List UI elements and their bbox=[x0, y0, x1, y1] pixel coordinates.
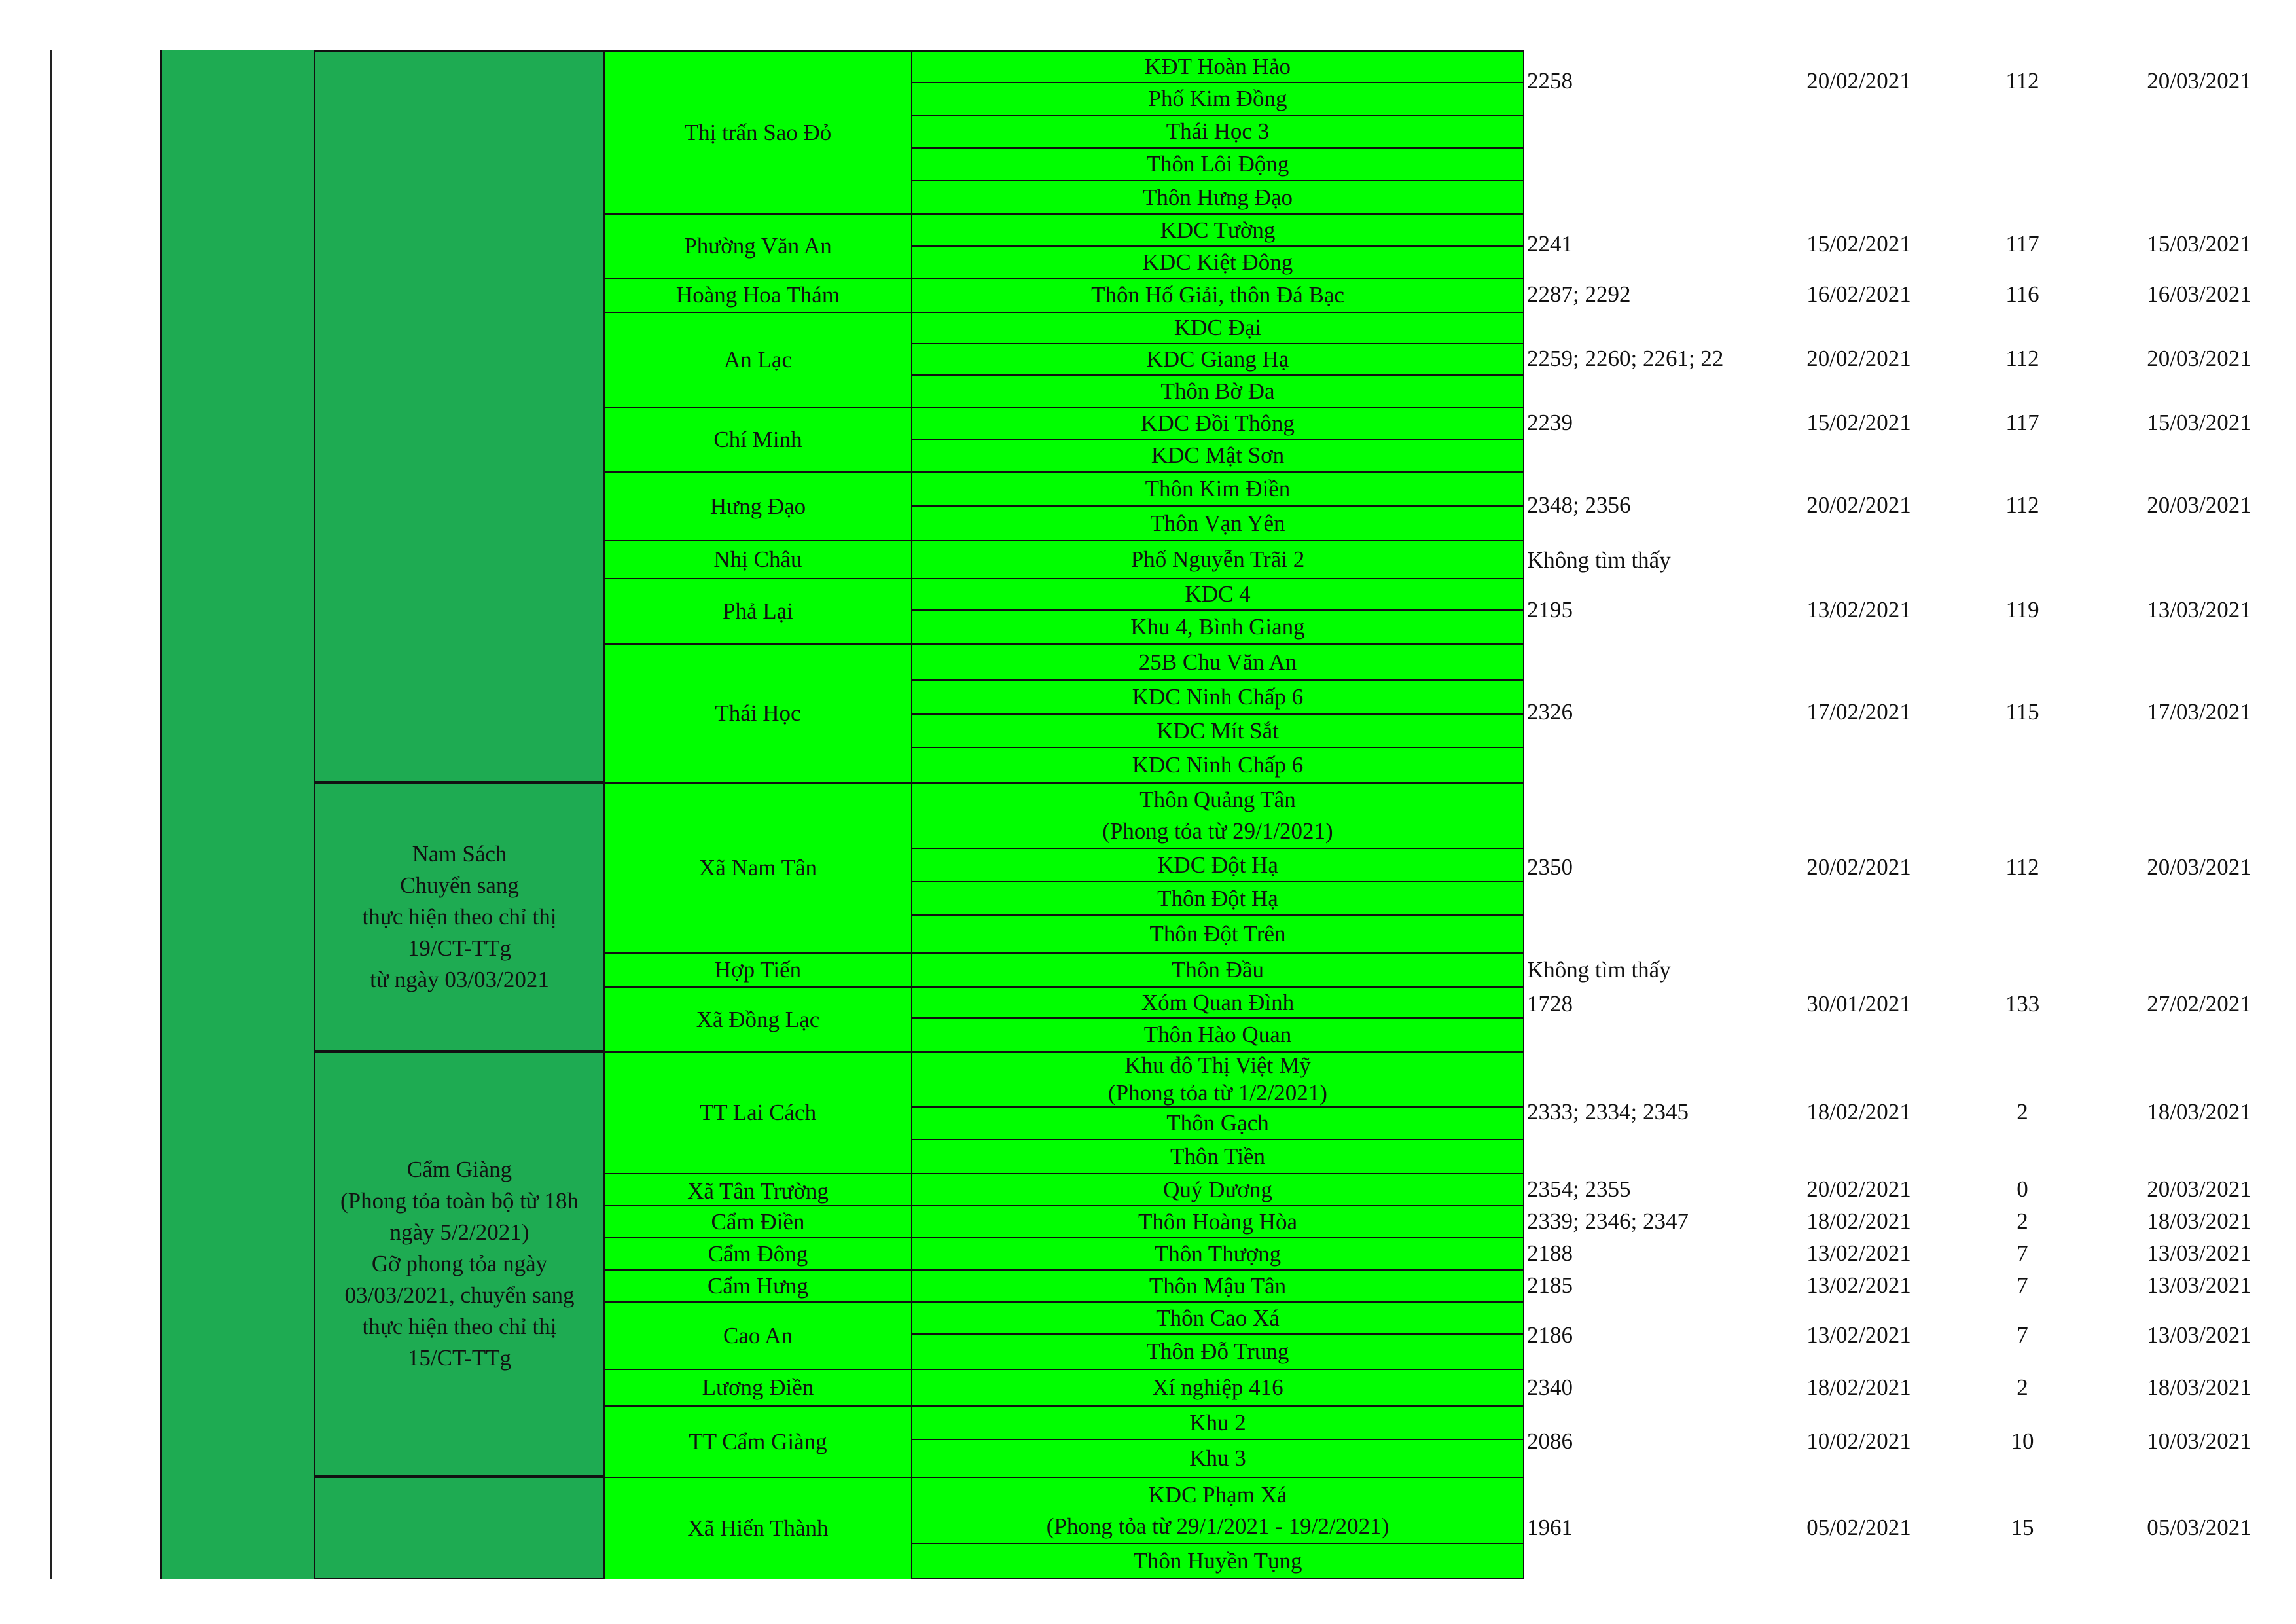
ward-cell: Phả Lại bbox=[603, 578, 911, 643]
ward-cell: Hoàng Hoa Thám bbox=[603, 278, 911, 312]
ward-cell: An Lạc bbox=[603, 312, 911, 407]
case-code: 2241 bbox=[1527, 231, 1573, 257]
ward-cell: TT Cẩm Giàng bbox=[603, 1405, 911, 1477]
date-end: 13/03/2021 bbox=[2147, 1322, 2251, 1348]
day-count: 115 bbox=[2005, 699, 2039, 725]
date-start: 13/02/2021 bbox=[1806, 597, 1911, 623]
case-code: 2348; 2356 bbox=[1527, 492, 1631, 518]
date-end: 05/03/2021 bbox=[2147, 1515, 2251, 1540]
date-end: 16/03/2021 bbox=[2147, 281, 2251, 307]
ward-cell: Hưng Đạo bbox=[603, 471, 911, 540]
day-count: 7 bbox=[2017, 1322, 2028, 1348]
date-end: 20/03/2021 bbox=[2147, 68, 2251, 94]
ward-cell: Xã Đồng Lạc bbox=[603, 986, 911, 1051]
day-count: 112 bbox=[2005, 854, 2039, 880]
village-cell: KDC Tường bbox=[911, 213, 1524, 247]
day-count: 133 bbox=[2005, 991, 2040, 1017]
village-cell: Thôn Đầu bbox=[911, 952, 1524, 988]
village-cell: KDC Ninh Chấp 6 bbox=[911, 679, 1524, 715]
village-cell: Thôn Mậu Tân bbox=[911, 1269, 1524, 1303]
day-count: 112 bbox=[2005, 346, 2039, 371]
date-end: 18/03/2021 bbox=[2147, 1375, 2251, 1400]
day-count: 10 bbox=[2011, 1428, 2034, 1454]
case-code: 1728 bbox=[1527, 991, 1573, 1017]
date-start: 20/02/2021 bbox=[1806, 854, 1911, 880]
date-start: 15/02/2021 bbox=[1806, 231, 1911, 257]
village-cell: Thôn Đột Hạ bbox=[911, 881, 1524, 916]
case-code: 2188 bbox=[1527, 1240, 1573, 1266]
village-cell: Thôn Bờ Đa bbox=[911, 374, 1524, 408]
date-start: 15/02/2021 bbox=[1806, 410, 1911, 435]
ward-cell: TT Lai Cách bbox=[603, 1051, 911, 1173]
village-cell: Khu 2 bbox=[911, 1405, 1524, 1440]
date-end: 20/03/2021 bbox=[2147, 346, 2251, 371]
case-code: 2186 bbox=[1527, 1322, 1573, 1348]
village-cell: Thái Học 3 bbox=[911, 115, 1524, 149]
ward-cell: Cẩm Điền bbox=[603, 1205, 911, 1237]
case-code: 2287; 2292 bbox=[1527, 281, 1631, 307]
date-start: 20/02/2021 bbox=[1806, 68, 1911, 94]
village-cell: Thôn Lôi Động bbox=[911, 147, 1524, 181]
district-cell-kim-thanh bbox=[314, 1477, 603, 1579]
district-cell-chi-linh bbox=[314, 50, 603, 782]
ward-cell: Lương Điền bbox=[603, 1369, 911, 1405]
ward-cell: Thái Học bbox=[603, 643, 911, 782]
case-code: 2333; 2334; 2345 bbox=[1527, 1099, 1689, 1125]
ward-cell: Chí Minh bbox=[603, 407, 911, 471]
ward-cell: Xã Hiến Thành bbox=[603, 1477, 911, 1579]
village-cell: Thôn Đột Trên bbox=[911, 914, 1524, 954]
village-cell: Khu đô Thị Việt Mỹ (Phong tỏa từ 1/2/2021) bbox=[911, 1051, 1524, 1108]
ward-cell: Xã Tân Trường bbox=[603, 1173, 911, 1205]
village-cell: KDC Mật Sơn bbox=[911, 439, 1524, 473]
case-code: Không tìm thấy bbox=[1527, 957, 1671, 983]
village-cell: Phố Nguyễn Trãi 2 bbox=[911, 540, 1524, 579]
case-code: 2195 bbox=[1527, 597, 1573, 623]
case-code: 2354; 2355 bbox=[1527, 1176, 1631, 1202]
date-start: 20/02/2021 bbox=[1806, 346, 1911, 371]
date-end: 20/03/2021 bbox=[2147, 492, 2251, 518]
village-cell: KDC Đại bbox=[911, 312, 1524, 344]
date-end: 27/02/2021 bbox=[2147, 991, 2251, 1017]
village-cell: KDC Giang Hạ bbox=[911, 343, 1524, 376]
case-code: 2086 bbox=[1527, 1428, 1573, 1454]
date-end: 13/03/2021 bbox=[2147, 597, 2251, 623]
day-count: 112 bbox=[2005, 68, 2039, 94]
date-start: 18/02/2021 bbox=[1806, 1375, 1911, 1400]
case-code: 1961 bbox=[1527, 1515, 1573, 1540]
village-cell: 25B Chu Văn An bbox=[911, 643, 1524, 681]
village-cell: KDC Đồi Thông bbox=[911, 407, 1524, 440]
date-start: 18/02/2021 bbox=[1806, 1099, 1911, 1125]
case-code: 2350 bbox=[1527, 854, 1573, 880]
date-start: 13/02/2021 bbox=[1806, 1240, 1911, 1266]
date-start: 20/02/2021 bbox=[1806, 492, 1911, 518]
village-cell: Xí nghiệp 416 bbox=[911, 1369, 1524, 1407]
village-cell: Thôn Huyền Tụng bbox=[911, 1543, 1524, 1579]
day-count: 117 bbox=[2005, 410, 2039, 435]
village-cell: Thôn Hoàng Hòa bbox=[911, 1205, 1524, 1238]
day-count: 116 bbox=[2005, 281, 2039, 307]
date-end: 13/03/2021 bbox=[2147, 1240, 2251, 1266]
day-count: 112 bbox=[2005, 492, 2039, 518]
village-cell: Thôn Tiền bbox=[911, 1139, 1524, 1174]
day-count: 15 bbox=[2011, 1515, 2034, 1540]
village-cell: Thôn Gạch bbox=[911, 1106, 1524, 1140]
day-count: 7 bbox=[2017, 1240, 2028, 1266]
ward-cell: Xã Nam Tân bbox=[603, 782, 911, 952]
ward-cell: Cẩm Hưng bbox=[603, 1269, 911, 1301]
village-cell: KDC Ninh Chấp 6 bbox=[911, 747, 1524, 784]
village-cell: Thôn Thượng bbox=[911, 1237, 1524, 1271]
ward-cell: Phường Văn An bbox=[603, 213, 911, 278]
ward-cell: Cao An bbox=[603, 1301, 911, 1369]
case-code: 2340 bbox=[1527, 1375, 1573, 1400]
day-count: 119 bbox=[2005, 597, 2039, 623]
day-count: 2 bbox=[2017, 1099, 2028, 1125]
date-end: 15/03/2021 bbox=[2147, 410, 2251, 435]
case-code: 2339; 2346; 2347 bbox=[1527, 1208, 1689, 1234]
date-start: 05/02/2021 bbox=[1806, 1515, 1911, 1540]
village-cell: Thôn Hưng Đạo bbox=[911, 180, 1524, 215]
village-cell: KĐT Hoàn Hảo bbox=[911, 50, 1524, 83]
village-cell: KDC Đột Hạ bbox=[911, 848, 1524, 882]
village-cell: KDC Phạm Xá (Phong tỏa từ 29/1/2021 - 19/2/2021) bbox=[911, 1477, 1524, 1544]
day-count: 2 bbox=[2017, 1375, 2028, 1400]
date-end: 18/03/2021 bbox=[2147, 1099, 2251, 1125]
day-count: 117 bbox=[2005, 231, 2039, 257]
date-end: 10/03/2021 bbox=[2147, 1428, 2251, 1454]
village-cell: Quý Dương bbox=[911, 1173, 1524, 1206]
date-start: 10/02/2021 bbox=[1806, 1428, 1911, 1454]
date-start: 30/01/2021 bbox=[1806, 991, 1911, 1017]
ward-cell: Hợp Tiến bbox=[603, 952, 911, 986]
date-end: 13/03/2021 bbox=[2147, 1272, 2251, 1298]
date-start: 13/02/2021 bbox=[1806, 1272, 1911, 1298]
date-end: 15/03/2021 bbox=[2147, 231, 2251, 257]
village-cell: Thôn Đỗ Trung bbox=[911, 1333, 1524, 1370]
ward-cell: Nhị Châu bbox=[603, 540, 911, 578]
village-cell: Thôn Hố Giải, thôn Đá Bạc bbox=[911, 278, 1524, 313]
district-cell-nam-sach: Nam Sách Chuyển sang thực hiện theo chỉ thị 19/CT-TTg từ ngày 03/03/2021 bbox=[314, 782, 603, 1051]
case-code: Không tìm thấy bbox=[1527, 547, 1671, 573]
case-code: 2259; 2260; 2261; 22 bbox=[1527, 346, 1724, 371]
ward-cell: Cẩm Đông bbox=[603, 1237, 911, 1269]
village-cell: KDC Kiệt Đông bbox=[911, 245, 1524, 279]
date-start: 17/02/2021 bbox=[1806, 699, 1911, 725]
village-cell: Thôn Vạn Yên bbox=[911, 505, 1524, 541]
village-cell: KDC 4 bbox=[911, 578, 1524, 611]
province-column bbox=[160, 50, 315, 1579]
village-cell: Thôn Quảng Tân (Phong tỏa từ 29/1/2021) bbox=[911, 782, 1524, 849]
village-cell: Thôn Kim Điền bbox=[911, 471, 1524, 507]
day-count: 0 bbox=[2017, 1176, 2028, 1202]
date-end: 20/03/2021 bbox=[2147, 1176, 2251, 1202]
village-cell: Khu 3 bbox=[911, 1439, 1524, 1478]
day-count: 2 bbox=[2017, 1208, 2028, 1234]
date-start: 18/02/2021 bbox=[1806, 1208, 1911, 1234]
village-cell: KDC Mít Sắt bbox=[911, 713, 1524, 748]
village-cell: Xóm Quan Đình bbox=[911, 986, 1524, 1019]
case-code: 2185 bbox=[1527, 1272, 1573, 1298]
date-start: 20/02/2021 bbox=[1806, 1176, 1911, 1202]
case-code: 2326 bbox=[1527, 699, 1573, 725]
date-end: 17/03/2021 bbox=[2147, 699, 2251, 725]
date-start: 13/02/2021 bbox=[1806, 1322, 1911, 1348]
date-end: 18/03/2021 bbox=[2147, 1208, 2251, 1234]
date-start: 16/02/2021 bbox=[1806, 281, 1911, 307]
ward-cell: Thị trấn Sao Đỏ bbox=[603, 50, 911, 213]
village-cell: Phố Kim Đồng bbox=[911, 82, 1524, 116]
day-count: 7 bbox=[2017, 1272, 2028, 1298]
district-cell-cam-giang: Cẩm Giàng (Phong tỏa toàn bộ từ 18h ngày 5/2/2021) Gỡ phong tỏa ngày 03/03/2021, chuyển sang thực hiện theo chỉ thị 15/CT-TTg bbox=[314, 1051, 603, 1477]
case-code: 2239 bbox=[1527, 410, 1573, 435]
village-cell: Khu 4, Bình Giang bbox=[911, 609, 1524, 645]
date-end: 20/03/2021 bbox=[2147, 854, 2251, 880]
village-cell: Thôn Hào Quan bbox=[911, 1017, 1524, 1053]
village-cell: Thôn Cao Xá bbox=[911, 1301, 1524, 1335]
page-left-rule bbox=[50, 50, 52, 1579]
case-code: 2258 bbox=[1527, 68, 1573, 94]
